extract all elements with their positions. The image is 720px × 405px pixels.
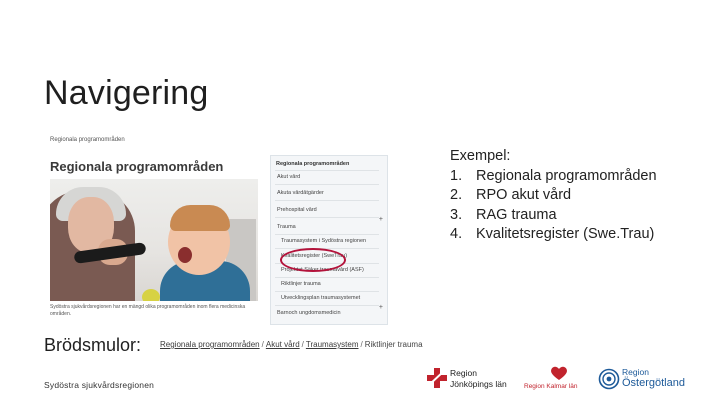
menu-item-kvalitetsregister[interactable]: Kvalitetsregister (SweTrau) [281,253,348,259]
child-examination-photo [50,179,258,301]
menu-item-trauma[interactable]: Trauma [277,224,296,230]
breadcrumb-separator: / [261,340,264,349]
breadcrumb-separator: / [301,340,304,349]
breadcrumb-separator: / [360,340,363,349]
menu-item-saker-traumavard[interactable]: Projektet Säker traumavård (ASF) [281,267,364,273]
expand-icon[interactable]: + [378,304,383,311]
example-item: 3. RAG trauma [450,206,557,223]
region-jonkoping-mark-icon [426,367,448,389]
menu-item-barn-ungdomsmedicin[interactable]: Barnoch ungdomsmedicin [277,310,341,316]
screenshot-side-menu [270,155,388,325]
region-ostergotland-logo: Region Östergötland [598,365,718,393]
breadcrumb-link[interactable]: Regionala programområden [160,340,260,349]
heart-icon [550,365,568,381]
menu-item-riktlinjer-trauma[interactable]: Riktlinjer trauma [281,281,321,287]
website-screenshot [44,133,388,330]
menu-item-akut-vard[interactable]: Akut vård [277,174,301,180]
region-ostergotland-mark-icon [598,368,620,390]
example-list [450,147,657,245]
slide-title: Navigering [44,74,209,112]
breadcrumb-current: Riktlinjer trauma [364,340,423,349]
footer-region-text: Sydöstra sjukvårdsregionen [44,380,155,390]
region-kalmar-logo: Region Kalmar län [522,365,596,393]
highlight-circle [280,248,346,272]
example-item: 1. Regionala programområden [450,167,657,184]
menu-item-utvecklingsplan[interactable]: Utvecklingsplan traumasystemet [281,295,361,301]
breadcrumb-link[interactable]: Traumasystem [305,340,359,349]
menu-item-traumasystem[interactable]: Traumasystem i Sydöstra regionen [281,238,367,244]
region-jonkoping-logo: Region Jönköpings län [426,365,526,393]
example-heading: Exempel: [450,148,511,164]
example-item: 4. Kvalitetsregister (Swe.Trau) [450,226,655,242]
example-item: 2. RPO akut vård [450,187,572,203]
breadcrumb-link[interactable]: Akut vård [265,340,300,349]
screenshot-caption: Sydöstra sjukvårdsregionen har en mängd olika programområden inom flera medicinska områden. [50,304,246,317]
expand-icon[interactable]: + [378,216,383,223]
menu-header: Regionala programområden [276,161,350,167]
breadcrumb-label: Brödsmulor: [44,335,142,355]
screenshot-heading: Regionala programområden [50,159,224,174]
breadcrumb [160,340,423,349]
screenshot-breadcrumb: Regionala programområden [50,137,125,143]
menu-item-prehospital-vard[interactable]: Prehospital vård [277,207,317,213]
menu-item-akuta-vardatgarder[interactable]: Akuta vårdåtgärder [277,190,324,196]
